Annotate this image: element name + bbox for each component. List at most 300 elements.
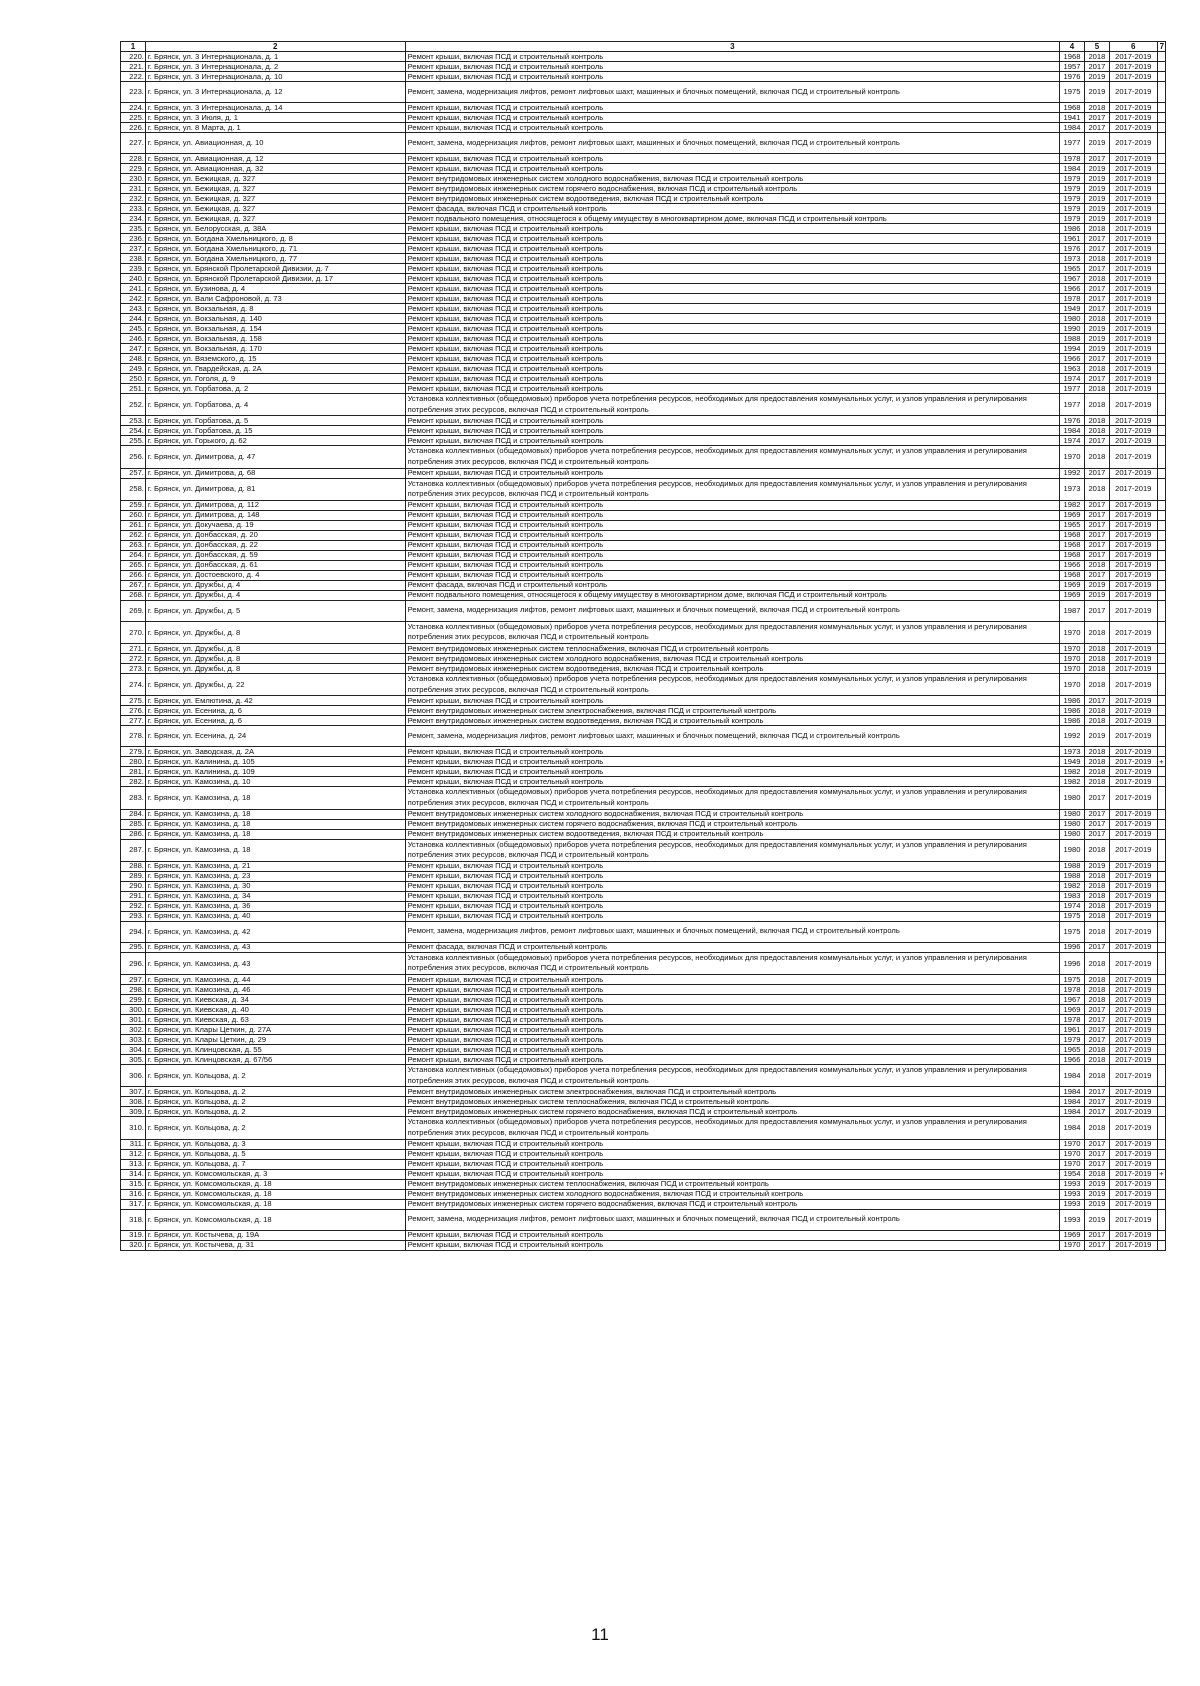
planned-year-cell: 2018 (1084, 747, 1109, 757)
table-row (121, 62, 1166, 72)
mark-cell (1157, 184, 1165, 194)
table-row (121, 1035, 1166, 1045)
period-cell: 2017-2019 (1109, 901, 1157, 911)
work-type-cell: Ремонт внутридомовых инженерных систем водоотведения, включая ПСД и строительный контроль (405, 829, 1059, 839)
build-year-cell: 1983 (1060, 891, 1085, 901)
build-year-cell: 1975 (1060, 911, 1085, 921)
build-year-cell: 1966 (1060, 354, 1085, 364)
mark-cell: + (1159, 756, 1164, 766)
address-cell: г. Брянск, ул. Емлютина, д. 42 (145, 696, 405, 706)
build-year-cell: 1993 (1060, 1199, 1085, 1209)
period-cell: 2017-2019 (1109, 103, 1157, 113)
work-type-cell: Ремонт крыши, включая ПСД и строительный контроль (405, 364, 1059, 374)
period-cell: 2017-2019 (1109, 324, 1157, 334)
work-type-cell: Ремонт крыши, включая ПСД и строительный контроль (405, 1005, 1059, 1015)
period-cell: 2017-2019 (1109, 1015, 1157, 1025)
mark-cell (1157, 716, 1165, 726)
address-cell: г. Брянск, ул. Горького, д. 62 (145, 436, 405, 446)
table-row (121, 274, 1166, 284)
address-cell: г. Брянск, ул. Димитрова, д. 112 (145, 500, 405, 510)
address-cell: г. Брянск, ул. Гвардейская, д. 2А (145, 364, 405, 374)
table-row (121, 767, 1166, 777)
repair-schedule-table (120, 41, 1166, 1251)
planned-year-cell: 2018 (1084, 777, 1109, 787)
mark-cell (1157, 901, 1165, 911)
address-cell: г. Брянск, ул. Дружбы, д. 5 (145, 600, 405, 621)
build-year-cell: 1961 (1060, 1025, 1085, 1035)
planned-year-cell: 2018 (1084, 274, 1109, 284)
period-cell: 2017-2019 (1109, 674, 1157, 696)
planned-year-cell: 2018 (1084, 1065, 1109, 1087)
table-row (121, 1199, 1166, 1209)
mark-cell (1157, 674, 1165, 696)
address-cell: г. Брянск, ул. Донбасская, д. 61 (145, 560, 405, 570)
table-row (121, 224, 1166, 234)
period-cell: 2017-2019 (1109, 1087, 1157, 1097)
table-row (121, 540, 1166, 550)
work-type-cell: Ремонт крыши, включая ПСД и строительный контроль (405, 304, 1059, 314)
row-number: 247. (121, 344, 146, 354)
planned-year-cell: 2018 (1084, 985, 1109, 995)
planned-year-cell: 2019 (1084, 1189, 1109, 1199)
period-cell: 2017-2019 (1109, 747, 1157, 757)
table-row (121, 1005, 1166, 1015)
table-row (121, 1149, 1166, 1159)
row-number: 257. (121, 468, 146, 478)
build-year-cell: 1949 (1060, 304, 1085, 314)
build-year-cell: 1970 (1060, 1159, 1085, 1169)
planned-year-cell: 2017 (1084, 436, 1109, 446)
mark-cell (1157, 975, 1165, 985)
row-number: 319. (121, 1230, 146, 1240)
address-cell: г. Брянск, ул. Гоголя, д. 9 (145, 374, 405, 384)
address-cell: г. Брянск, ул. Кольцова, д. 2 (145, 1087, 405, 1097)
planned-year-cell: 2018 (1084, 871, 1109, 881)
build-year-cell: 1970 (1060, 1240, 1085, 1250)
address-cell: г. Брянск, ул. Камозина, д. 43 (145, 942, 405, 952)
address-cell: г. Брянск, ул. Донбасская, д. 20 (145, 530, 405, 540)
row-number: 263. (121, 540, 146, 550)
mark-cell (1157, 72, 1165, 82)
table-row (121, 809, 1166, 819)
row-number: 265. (121, 560, 146, 570)
period-cell: 2017-2019 (1109, 426, 1157, 436)
work-type-cell: Ремонт крыши, включая ПСД и строительный контроль (405, 416, 1059, 426)
address-cell: г. Брянск, ул. Бежицкая, д. 327 (145, 184, 405, 194)
period-cell: 2017-2019 (1109, 184, 1157, 194)
mark-cell (1157, 164, 1165, 174)
build-year-cell: 1980 (1060, 839, 1085, 861)
build-year-cell: 1967 (1060, 274, 1085, 284)
work-type-cell: Ремонт крыши, включая ПСД и строительный контроль (405, 1169, 1059, 1179)
mark-cell (1157, 995, 1165, 1005)
period-cell: 2017-2019 (1109, 52, 1157, 62)
build-year-cell: 1978 (1060, 294, 1085, 304)
table-row (121, 839, 1166, 861)
period-cell: 2017-2019 (1109, 274, 1157, 284)
build-year-cell: 1980 (1060, 829, 1085, 839)
planned-year-cell: 2017 (1084, 696, 1109, 706)
period-cell: 2017-2019 (1109, 726, 1157, 747)
mark-cell (1157, 52, 1165, 62)
build-year-cell: 1976 (1060, 244, 1085, 254)
mark-cell (1157, 123, 1165, 133)
address-cell: г. Брянск, ул. Камозина, д. 18 (145, 839, 405, 861)
work-type-cell: Ремонт крыши, включая ПСД и строительный контроль (405, 164, 1059, 174)
row-number: 260. (121, 510, 146, 520)
row-number: 235. (121, 224, 146, 234)
address-cell: г. Брянск, ул. Димитрова, д. 148 (145, 510, 405, 520)
row-number: 231. (121, 184, 146, 194)
row-number: 290. (121, 881, 146, 891)
table-row (121, 1189, 1166, 1199)
work-type-cell: Ремонт внутридомовых инженерных систем теплоснабжения, включая ПСД и строительный контроль (405, 1179, 1059, 1189)
work-type-cell: Ремонт крыши, включая ПСД и строительный контроль (405, 530, 1059, 540)
period-cell: 2017-2019 (1109, 921, 1157, 942)
row-number: 251. (121, 384, 146, 394)
work-type-cell: Ремонт, замена, модернизация лифтов, ремонт лифтовых шахт, машинных и блочных помещений, включая ПСД и строительный контроль (405, 921, 1059, 942)
build-year-cell: 1984 (1060, 1117, 1085, 1139)
work-type-cell: Ремонт внутридомовых инженерных систем холодного водоснабжения, включая ПСД и строительный контроль (405, 1189, 1059, 1199)
address-cell: г. Брянск, ул. Горбатова, д. 5 (145, 416, 405, 426)
planned-year-cell: 2017 (1084, 1025, 1109, 1035)
address-cell: г. Брянск, ул. Заводская, д. 2А (145, 747, 405, 757)
column-header: 1 (121, 42, 146, 52)
work-type-cell: Установка коллективных (общедомовых) приборов учета потребления ресурсов, необходимых для предоставления коммунальных услуг, и узлов управления и регулирования потребления этих ресурсов, включая ПСД и строительный контроль (405, 952, 1059, 974)
address-cell: г. Брянск, ул. Богдана Хмельницкого, д. 71 (145, 244, 405, 254)
work-type-cell: Ремонт крыши, включая ПСД и строительный контроль (405, 384, 1059, 394)
table-row (121, 324, 1166, 334)
row-number: 273. (121, 664, 146, 674)
mark-cell (1157, 911, 1165, 921)
mark-cell (1157, 354, 1165, 364)
period-cell: 2017-2019 (1109, 1055, 1157, 1065)
planned-year-cell: 2018 (1084, 706, 1109, 716)
period-cell: 2017-2019 (1109, 580, 1157, 590)
period-cell: 2017-2019 (1109, 985, 1157, 995)
mark-cell (1157, 374, 1165, 384)
address-cell: г. Брянск, ул. Камозина, д. 18 (145, 787, 405, 809)
planned-year-cell: 2017 (1084, 304, 1109, 314)
table-row (121, 952, 1166, 974)
address-cell: г. Брянск, ул. Камозина, д. 21 (145, 861, 405, 871)
address-cell: г. Брянск, ул. Камозина, д. 34 (145, 891, 405, 901)
address-cell: г. Брянск, ул. Комсомольская, д. 18 (145, 1199, 405, 1209)
table-row (121, 881, 1166, 891)
build-year-cell: 1986 (1060, 706, 1085, 716)
build-year-cell: 1992 (1060, 726, 1085, 747)
address-cell: г. Брянск, ул. Димитрова, д. 81 (145, 478, 405, 500)
mark-cell (1157, 304, 1165, 314)
planned-year-cell: 2019 (1084, 344, 1109, 354)
table-row (121, 184, 1166, 194)
address-cell: г. Брянск, ул. Камозина, д. 44 (145, 975, 405, 985)
planned-year-cell: 2017 (1084, 1159, 1109, 1169)
address-cell: г. Брянск, ул. Камозина, д. 36 (145, 901, 405, 911)
table-row (121, 123, 1166, 133)
work-type-cell: Ремонт крыши, включая ПСД и строительный контроль (405, 1149, 1059, 1159)
work-type-cell: Ремонт крыши, включая ПСД и строительный контроль (405, 244, 1059, 254)
planned-year-cell: 2017 (1084, 819, 1109, 829)
mark-cell (1157, 468, 1165, 478)
mark-cell (1157, 696, 1165, 706)
period-cell: 2017-2019 (1109, 995, 1157, 1005)
address-cell: г. Брянск, ул. 3 Интернационала, д. 10 (145, 72, 405, 82)
mark-cell (1157, 234, 1165, 244)
period-cell: 2017-2019 (1109, 234, 1157, 244)
build-year-cell: 1996 (1060, 942, 1085, 952)
work-type-cell: Установка коллективных (общедомовых) приборов учета потребления ресурсов, необходимых для предоставления коммунальных услуг, и узлов управления и регулирования потребления этих ресурсов, включая ПСД и строительный контроль (405, 478, 1059, 500)
mark-cell (1157, 600, 1165, 621)
planned-year-cell: 2017 (1084, 244, 1109, 254)
build-year-cell: 1992 (1060, 468, 1085, 478)
table-row (121, 570, 1166, 580)
build-year-cell: 1990 (1060, 324, 1085, 334)
column-header: 2 (145, 42, 405, 52)
work-type-cell: Установка коллективных (общедомовых) приборов учета потребления ресурсов, необходимых для предоставления коммунальных услуг, и узлов управления и регулирования потребления этих ресурсов, включая ПСД и строительный контроль (405, 621, 1059, 643)
mark-cell (1157, 809, 1165, 819)
work-type-cell: Ремонт крыши, включая ПСД и строительный контроль (405, 985, 1059, 995)
planned-year-cell: 2017 (1084, 787, 1109, 809)
period-cell: 2017-2019 (1109, 621, 1157, 643)
build-year-cell: 1969 (1060, 510, 1085, 520)
work-type-cell: Ремонт крыши, включая ПСД и строительный контроль (405, 901, 1059, 911)
planned-year-cell: 2017 (1084, 113, 1109, 123)
work-type-cell: Установка коллективных (общедомовых) приборов учета потребления ресурсов, необходимых для предоставления коммунальных услуг, и узлов управления и регулирования потребления этих ресурсов, включая ПСД и строительный контроль (405, 839, 1059, 861)
row-number: 305. (121, 1055, 146, 1065)
address-cell: г. Брянск, ул. Вокзальная, д. 8 (145, 304, 405, 314)
build-year-cell: 1987 (1060, 600, 1085, 621)
work-type-cell: Ремонт внутридомовых инженерных систем горячего водоснабжения, включая ПСД и строительный контроль (405, 1199, 1059, 1209)
planned-year-cell: 2018 (1084, 1055, 1109, 1065)
table-row (121, 500, 1166, 510)
planned-year-cell: 2018 (1084, 52, 1109, 62)
table-row (121, 1025, 1166, 1035)
build-year-cell: 1982 (1060, 500, 1085, 510)
row-number: 275. (121, 696, 146, 706)
work-type-cell: Ремонт внутридомовых инженерных систем горячего водоснабжения, включая ПСД и строительный контроль (405, 1107, 1059, 1117)
table-row (121, 975, 1166, 985)
address-cell: г. Брянск, ул. 3 Интернационала, д. 2 (145, 62, 405, 72)
address-cell: г. Брянск, ул. Докучаева, д. 19 (145, 520, 405, 530)
row-number: 278. (121, 726, 146, 747)
row-number: 222. (121, 72, 146, 82)
mark-cell (1157, 706, 1165, 716)
period-cell: 2017-2019 (1109, 829, 1157, 839)
mark-cell (1157, 324, 1165, 334)
mark-cell (1157, 777, 1165, 787)
period-cell: 2017-2019 (1109, 1025, 1157, 1035)
planned-year-cell: 2018 (1084, 995, 1109, 1005)
table-row (121, 510, 1166, 520)
table-row (121, 787, 1166, 809)
planned-year-cell: 2018 (1084, 952, 1109, 974)
period-cell: 2017-2019 (1109, 133, 1157, 154)
work-type-cell: Ремонт крыши, включая ПСД и строительный контроль (405, 1055, 1059, 1065)
build-year-cell: 1968 (1060, 570, 1085, 580)
address-cell: г. Брянск, ул. Комсомольская, д. 18 (145, 1209, 405, 1230)
table-row (121, 580, 1166, 590)
period-cell: 2017-2019 (1109, 1159, 1157, 1169)
build-year-cell: 1982 (1060, 777, 1085, 787)
table-row (121, 560, 1166, 570)
mark-cell (1157, 829, 1165, 839)
mark-cell (1157, 1097, 1165, 1107)
work-type-cell: Ремонт крыши, включая ПСД и строительный контроль (405, 911, 1059, 921)
build-year-cell: 1970 (1060, 1139, 1085, 1149)
period-cell: 2017-2019 (1109, 1179, 1157, 1189)
period-cell: 2017-2019 (1109, 1107, 1157, 1117)
work-type-cell: Ремонт крыши, включая ПСД и строительный контроль (405, 510, 1059, 520)
period-cell: 2017-2019 (1109, 154, 1157, 164)
period-cell: 2017-2019 (1109, 871, 1157, 881)
row-number: 307. (121, 1087, 146, 1097)
table-row (121, 1055, 1166, 1065)
table-row (121, 1179, 1166, 1189)
table-row (121, 174, 1166, 184)
table-row (121, 777, 1166, 787)
address-cell: г. Брянск, ул. Авиационная, д. 32 (145, 164, 405, 174)
planned-year-cell: 2017 (1084, 354, 1109, 364)
mark-cell (1157, 214, 1165, 224)
table-row (121, 1159, 1166, 1169)
planned-year-cell: 2017 (1084, 942, 1109, 952)
row-number: 318. (121, 1209, 146, 1230)
period-cell: 2017-2019 (1109, 706, 1157, 716)
row-number: 267. (121, 580, 146, 590)
address-cell: г. Брянск, ул. Вокзальная, д. 158 (145, 334, 405, 344)
row-number: 320. (121, 1240, 146, 1250)
period-cell: 2017-2019 (1109, 254, 1157, 264)
row-number: 287. (121, 839, 146, 861)
row-number: 240. (121, 274, 146, 284)
build-year-cell: 1980 (1060, 809, 1085, 819)
address-cell: г. Брянск, ул. 8 Марта, д. 1 (145, 123, 405, 133)
mark-cell (1157, 952, 1165, 974)
period-cell: 2017-2019 (1109, 777, 1157, 787)
row-number: 311. (121, 1139, 146, 1149)
planned-year-cell: 2017 (1084, 530, 1109, 540)
work-type-cell: Ремонт фасада, включая ПСД и строительный контроль (405, 942, 1059, 952)
address-cell: г. Брянск, ул. Авиационная, д. 12 (145, 154, 405, 164)
planned-year-cell: 2017 (1084, 520, 1109, 530)
build-year-cell: 1982 (1060, 881, 1085, 891)
row-number: 224. (121, 103, 146, 113)
period-cell: 2017-2019 (1109, 364, 1157, 374)
row-number: 266. (121, 570, 146, 580)
row-number: 250. (121, 374, 146, 384)
planned-year-cell: 2018 (1084, 921, 1109, 942)
planned-year-cell: 2017 (1084, 123, 1109, 133)
address-cell: г. Брянск, ул. Камозина, д. 18 (145, 829, 405, 839)
planned-year-cell: 2017 (1084, 510, 1109, 520)
row-number: 316. (121, 1189, 146, 1199)
work-type-cell: Ремонт крыши, включая ПСД и строительный контроль (405, 324, 1059, 334)
build-year-cell: 1969 (1060, 1005, 1085, 1015)
planned-year-cell: 2017 (1084, 540, 1109, 550)
work-type-cell: Ремонт подвального помещения, относящегося к общему имуществу в многоквартирном доме, включая ПСД и строительный контроль (405, 590, 1059, 600)
period-cell: 2017-2019 (1109, 654, 1157, 664)
address-cell: г. Брянск, ул. Дружбы, д. 4 (145, 580, 405, 590)
period-cell: 2017-2019 (1109, 194, 1157, 204)
work-type-cell: Ремонт подвального помещения, относящегося к общему имуществу в многоквартирном доме, включая ПСД и строительный контроль (405, 214, 1059, 224)
work-type-cell: Ремонт фасада, включая ПСД и строительный контроль (405, 580, 1059, 590)
row-number: 313. (121, 1159, 146, 1169)
work-type-cell: Ремонт крыши, включая ПСД и строительный контроль (405, 757, 1059, 767)
address-cell: г. Брянск, ул. Камозина, д. 10 (145, 777, 405, 787)
mark-cell (1157, 1179, 1165, 1189)
mark-cell (1157, 580, 1165, 590)
period-cell: 2017-2019 (1109, 304, 1157, 314)
address-cell: г. Брянск, ул. Камозина, д. 43 (145, 952, 405, 974)
planned-year-cell: 2018 (1084, 881, 1109, 891)
column-header: 7 (1157, 42, 1165, 52)
mark-cell (1157, 881, 1165, 891)
period-cell: 2017-2019 (1109, 952, 1157, 974)
build-year-cell: 1986 (1060, 696, 1085, 706)
address-cell: г. Брянск, ул. Клинцовская, д. 55 (145, 1045, 405, 1055)
build-year-cell: 1977 (1060, 384, 1085, 394)
build-year-cell: 1974 (1060, 436, 1085, 446)
row-number: 304. (121, 1045, 146, 1055)
planned-year-cell: 2019 (1084, 174, 1109, 184)
row-number: 291. (121, 891, 146, 901)
work-type-cell: Ремонт крыши, включая ПСД и строительный контроль (405, 1035, 1059, 1045)
mark-cell (1157, 1055, 1165, 1065)
header-row (121, 42, 1166, 52)
period-cell: 2017-2019 (1109, 354, 1157, 364)
mark-cell (1157, 274, 1165, 284)
address-cell: г. Брянск, ул. Комсомольская, д. 3 (145, 1169, 405, 1179)
work-type-cell: Ремонт, замена, модернизация лифтов, ремонт лифтовых шахт, машинных и блочных помещений, включая ПСД и строительный контроль (405, 600, 1059, 621)
planned-year-cell: 2017 (1084, 284, 1109, 294)
row-number: 228. (121, 154, 146, 164)
work-type-cell: Ремонт крыши, включая ПСД и строительный контроль (405, 881, 1059, 891)
work-type-cell: Ремонт внутридомовых инженерных систем горячего водоснабжения, включая ПСД и строительный контроль (405, 184, 1059, 194)
row-number: 296. (121, 952, 146, 974)
build-year-cell: 1965 (1060, 520, 1085, 530)
work-type-cell: Ремонт крыши, включая ПСД и строительный контроль (405, 696, 1059, 706)
address-cell: г. Брянск, ул. Богдана Хмельницкого, д. 77 (145, 254, 405, 264)
address-cell: г. Брянск, ул. Бежицкая, д. 327 (145, 204, 405, 214)
work-type-cell: Ремонт крыши, включая ПСД и строительный контроль (405, 520, 1059, 530)
planned-year-cell: 2018 (1084, 1045, 1109, 1055)
work-type-cell: Ремонт крыши, включая ПСД и строительный контроль (405, 154, 1059, 164)
table-row (121, 901, 1166, 911)
address-cell: г. Брянск, ул. Костычева, д. 31 (145, 1240, 405, 1250)
period-cell: 2017-2019 (1109, 644, 1157, 654)
period-cell: 2017-2019 (1109, 1230, 1157, 1240)
address-cell: г. Брянск, ул. Клинцовская, д. 67/56 (145, 1055, 405, 1065)
build-year-cell: 1976 (1060, 72, 1085, 82)
row-number: 271. (121, 644, 146, 654)
row-number: 289. (121, 871, 146, 881)
period-cell: 2017-2019 (1109, 787, 1157, 809)
period-cell: 2017-2019 (1109, 334, 1157, 344)
build-year-cell: 1986 (1060, 224, 1085, 234)
build-year-cell: 1977 (1060, 394, 1085, 416)
planned-year-cell: 2017 (1084, 1139, 1109, 1149)
mark-cell (1157, 819, 1165, 829)
period-cell: 2017-2019 (1109, 374, 1157, 384)
period-cell: 2017-2019 (1109, 446, 1157, 468)
mark-cell (1157, 62, 1165, 72)
build-year-cell: 1970 (1060, 446, 1085, 468)
planned-year-cell: 2018 (1084, 103, 1109, 113)
table-row (121, 364, 1166, 374)
period-cell: 2017-2019 (1109, 174, 1157, 184)
table-row (121, 294, 1166, 304)
